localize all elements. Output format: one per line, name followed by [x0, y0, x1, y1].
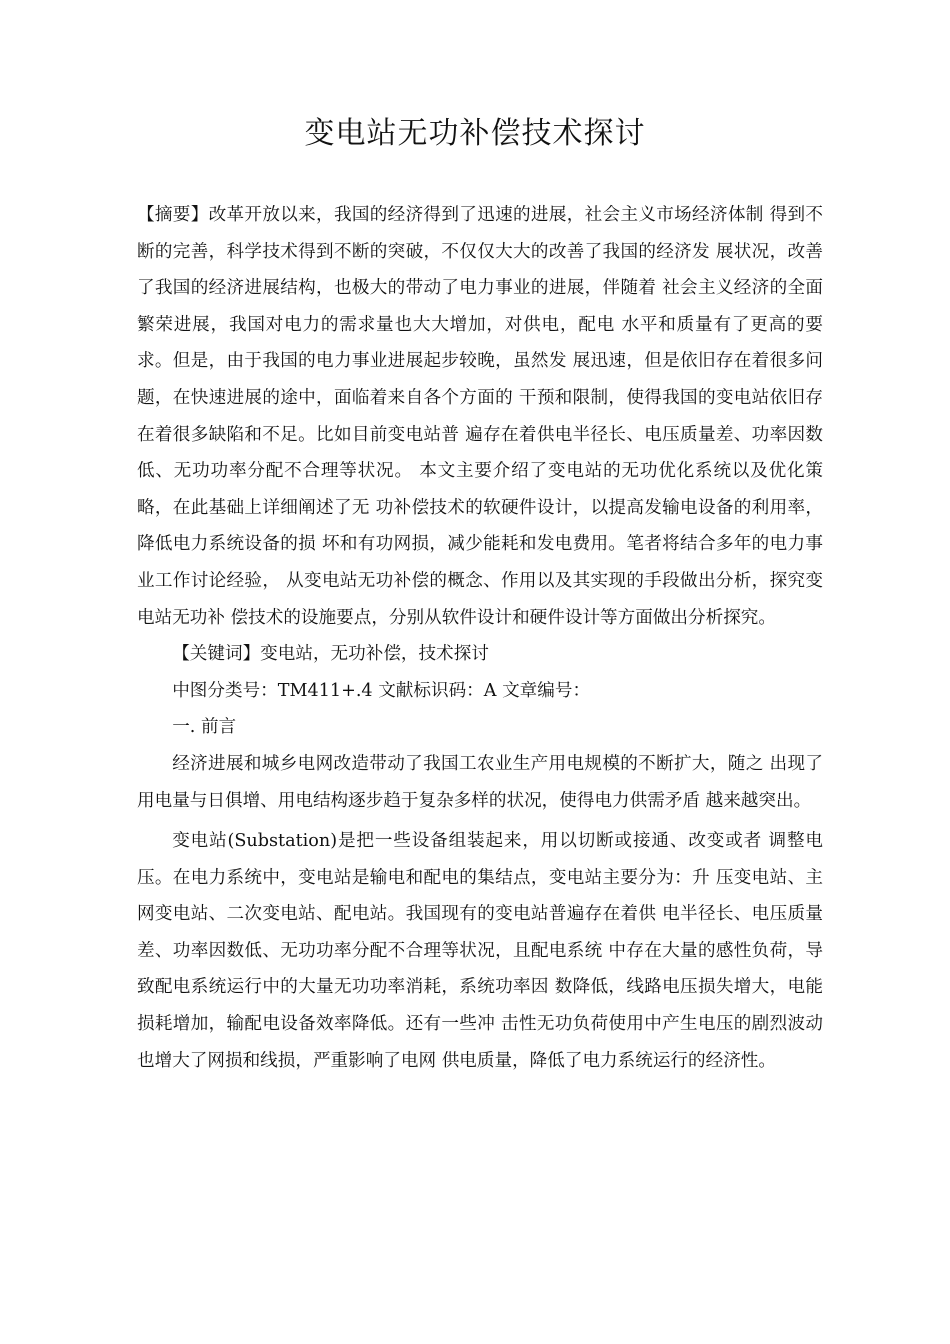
- document-title: 变电站无功补偿技术探讨: [304, 116, 646, 151]
- body-paragraph-1: 经济进展和城乡电网改造带动了我国工农业生产用电规模的不断扩大，随之 出现了用电量与日俱增、用电结构逐步趋于复杂多样的状况，使得电力供需矛盾 越来越突出。: [137, 753, 823, 811]
- abstract-paragraph: 【摘要】改革开放以来，我国的经济得到了迅速的进展，社会主义市场经济体制 得到不断的完善，科学技术得到不断的突破，不仅仅大大的改善了我国的经济发 展状况，改善了我国的经济进展结构，也极大的带动了电力事业的进展，伴随着 社会主义经济的全面繁荣进展，我国对电力的需求量也大大增加，对供电，配电 水平和质量有了更高的要求。但是，由于我国的电力事业进展起步较晚，虽然发 展迅速，但是依旧存在着很多问题，在快速进展的途中，面临着来自各个方面的 干预和限制，使得我国的变电站依旧存在着很多缺陷和不足。比如目前变电站普 遍存在着供电半径长、电压质量差、功率因数低、无功功率分配不合理等状况。 本文主要介绍了变电站的无功优化系统以及优化策略，在此基础上详细阐述了无 功补偿技术的软硬件设计，以提高发输电设备的利用率，降低电力系统设备的损 坏和有功网损，减少能耗和发电费用。笔者将结合多年的电力事业工作讨论经验， 从变电站无功补偿的概念、作用以及其实现的手段做出分析，探究变电站无功补 偿技术的设施要点，分别从软件设计和硬件设计等方面做出分析探究。: [137, 205, 823, 628]
- document-body: [137, 197, 823, 1079]
- body-paragraph-2: 变电站(Substation)是把一些设备组装起来，用以切断或接通、改变或者 调整电压。在电力系统中，变电站是输电和配电的集结点，变电站主要分为：升 压变电站、主网变电站、二次变电站、配电站。我国现有的变电站普遍存在着供 电半径长、电压质量差、功率因数低、无功功率分配不合理等状况，且配电系统 中存在大量的感性负荷，导致配电系统运行中的大量无功功率消耗，系统功率因 数降低，线路电压损失增大，电能损耗增加，输配电设备效率降低。还有一些冲 击性无功负荷使用中产生电压的剧烈波动也增大了网损和线损，严重影响了电网 供电质量，降低了电力系统运行的经济性。: [137, 831, 823, 1071]
- classification-line: 中图分类号：TM411+.4 文献标识码：A 文章编号：: [172, 680, 591, 701]
- section-heading-preface: 一. 前言: [172, 717, 237, 738]
- keywords-line: 【关键词】变电站，无功补偿，技术探讨: [172, 644, 489, 665]
